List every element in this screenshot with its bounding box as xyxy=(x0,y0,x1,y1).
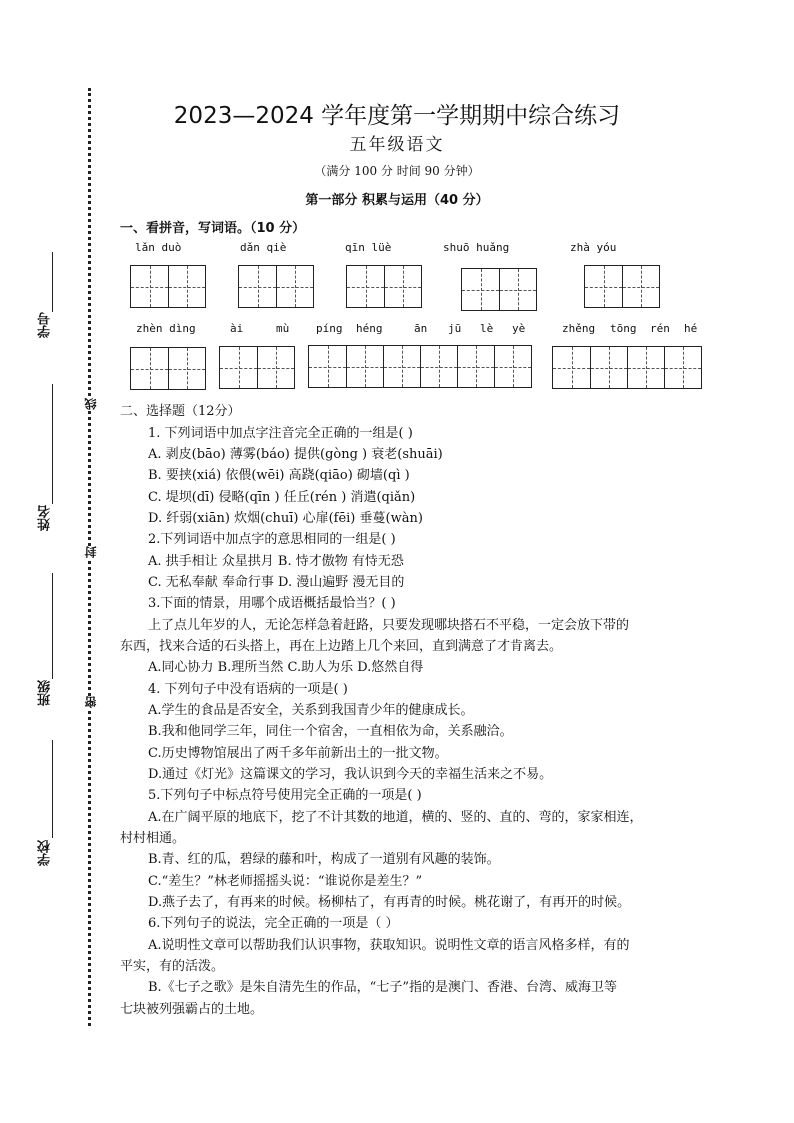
option-line: 村村相通。 xyxy=(120,831,186,846)
option-line: C. 堤坝(dī) 侵略(qīn ) 任丘(rén ) 消遣(qiǎn) xyxy=(148,490,416,505)
seal-char-seal: 封 xyxy=(84,546,98,558)
seal-char-secret: 密 xyxy=(84,696,98,708)
pinyin-label: yè xyxy=(512,322,526,335)
option-line: D.通过《灯光》这篇课文的学习，我认识到今天的幸福生活来之不易。 xyxy=(148,767,553,782)
passage-line: 东西，找来合适的石头搭上，再在上边踏上几个来回，直到满意了才肯离去。 xyxy=(120,639,563,654)
pinyin-label: hé xyxy=(684,322,698,335)
option-line: 七块被列强霸占的土地。 xyxy=(120,1002,264,1017)
pinyin-label: ān xyxy=(414,322,428,335)
question-line: 2.下列词语中加点字的意思相同的一组是( ) xyxy=(148,532,396,547)
margin-label-name: 姓名 xyxy=(38,505,53,531)
writing-grid[interactable] xyxy=(584,265,660,308)
writing-grid[interactable] xyxy=(461,268,537,311)
option-line: A. 拱手相让 众星拱月 B. 恃才傲物 有恃无恐 xyxy=(148,554,404,569)
section2-heading: 二、选择题（12分） xyxy=(120,404,241,419)
option-line: A.同心协力 B.理所当然 C.助人为乐 D.悠然自得 xyxy=(148,660,424,675)
question-line: 5.下列句子中标点符号使用完全正确的一项是( ) xyxy=(148,788,422,803)
option-line: B.青、红的瓜，碧绿的藤和叶，构成了一道别有风趣的装饰。 xyxy=(148,852,500,867)
exam-title: 2023—2024 学年度第一学期期中综合练习 xyxy=(173,103,621,129)
pinyin-label: zhà yóu xyxy=(570,241,617,254)
pinyin-label: shuō huǎng xyxy=(443,241,510,254)
pinyin-label: qīn lüè xyxy=(345,241,392,254)
pinyin-label: zhèn dìng xyxy=(136,322,196,335)
writing-grid[interactable] xyxy=(308,345,532,388)
writing-grid[interactable] xyxy=(219,346,295,389)
class-blank xyxy=(52,573,53,679)
option-line: A.学生的食品是否安全，关系到我国青少年的健康成长。 xyxy=(148,703,474,718)
option-line: D.燕子去了，有再来的时候。杨柳枯了，有再青的时候。桃花谢了，有再开的时候。 xyxy=(148,895,631,910)
pinyin-label: héng xyxy=(356,322,383,335)
writing-grid[interactable] xyxy=(346,265,422,308)
margin-label-student-id: 学号 xyxy=(38,312,53,338)
pinyin-label: lǎn duò xyxy=(135,241,182,254)
option-line: A. 剥皮(bāo) 薄雾(báo) 提供(gòng ) 衰老(shuāi) xyxy=(148,447,443,462)
margin-label-class: 班级 xyxy=(38,680,53,706)
writing-grid[interactable] xyxy=(130,265,206,308)
exam-subtitle: 五年级语文 xyxy=(349,135,445,155)
pinyin-label: tōng xyxy=(610,322,637,335)
option-line: B.《七子之歌》是朱自清先生的作品，“七子”指的是澳门、香港、台湾、威海卫等 xyxy=(148,980,617,995)
pinyin-label: zhěng xyxy=(562,322,596,335)
question-line: 3.下面的情景，用哪个成语概括最恰当？( ) xyxy=(148,596,396,611)
question-line: 1. 下列词语中加点字注音完全正确的一组是( ) xyxy=(148,426,413,441)
section1-heading: 一、看拼音，写词语。（10 分） xyxy=(120,221,306,236)
exam-note: （满分 100 分 时间 90 分钟） xyxy=(314,164,480,178)
option-line: D. 纤弱(xiān) 炊烟(chuī) 心扉(fēi) 垂蔓(wàn) xyxy=(148,511,423,526)
writing-grid[interactable] xyxy=(130,347,206,390)
pinyin-label: píng xyxy=(316,322,343,335)
option-line: 平实，有的活泼。 xyxy=(120,959,225,974)
pinyin-label: jū xyxy=(448,322,462,335)
pinyin-label: mù xyxy=(276,322,290,335)
pinyin-label: rén xyxy=(650,322,670,335)
option-line: A.说明性文章可以帮助我们认识事物，获取知识。说明性文章的语言风格多样，有的 xyxy=(148,938,630,953)
pinyin-label: ài xyxy=(230,322,244,335)
margin-label-school: 学校 xyxy=(38,840,53,866)
option-line: C.“差生？”林老师摇摇头说：“谁说你是差生？” xyxy=(148,874,423,889)
option-line: B. 要挟(xiá) 依偎(wēi) 高跷(qiāo) 砌墙(qì ) xyxy=(148,468,410,483)
option-line: A.在广阔平原的地底下，挖了不计其数的地道，横的、竖的、直的、弯的，家家相连， xyxy=(148,810,643,825)
question-line: 6.下列句子的说法，完全正确的一项是（ ） xyxy=(148,916,399,931)
name-blank xyxy=(52,384,53,504)
school-blank xyxy=(52,740,53,838)
part-heading: 第一部分 积累与运用（40 分） xyxy=(305,193,489,208)
seal-char-line: 线 xyxy=(84,398,98,410)
option-line: B.我和他同学三年，同住一个宿舍，一直相依为命，关系融洽。 xyxy=(148,724,513,739)
writing-grid[interactable] xyxy=(238,265,314,308)
writing-grid[interactable] xyxy=(552,346,702,389)
student-id-blank xyxy=(52,252,53,312)
option-line: C.历史博物馆展出了两千多年前新出土的一批文物。 xyxy=(148,746,448,761)
option-line: C. 无私奉献 奉命行事 D. 漫山遍野 漫无目的 xyxy=(148,575,405,590)
pinyin-label: dǎn qiè xyxy=(240,241,287,254)
passage-line: 上了点儿年岁的人，无论怎样急着赶路，只要发现哪块搭石不平稳，一定会放下带的 xyxy=(148,618,630,633)
pinyin-label: lè xyxy=(480,322,494,335)
question-line: 4. 下列句子中没有语病的一项是( ) xyxy=(148,682,348,697)
